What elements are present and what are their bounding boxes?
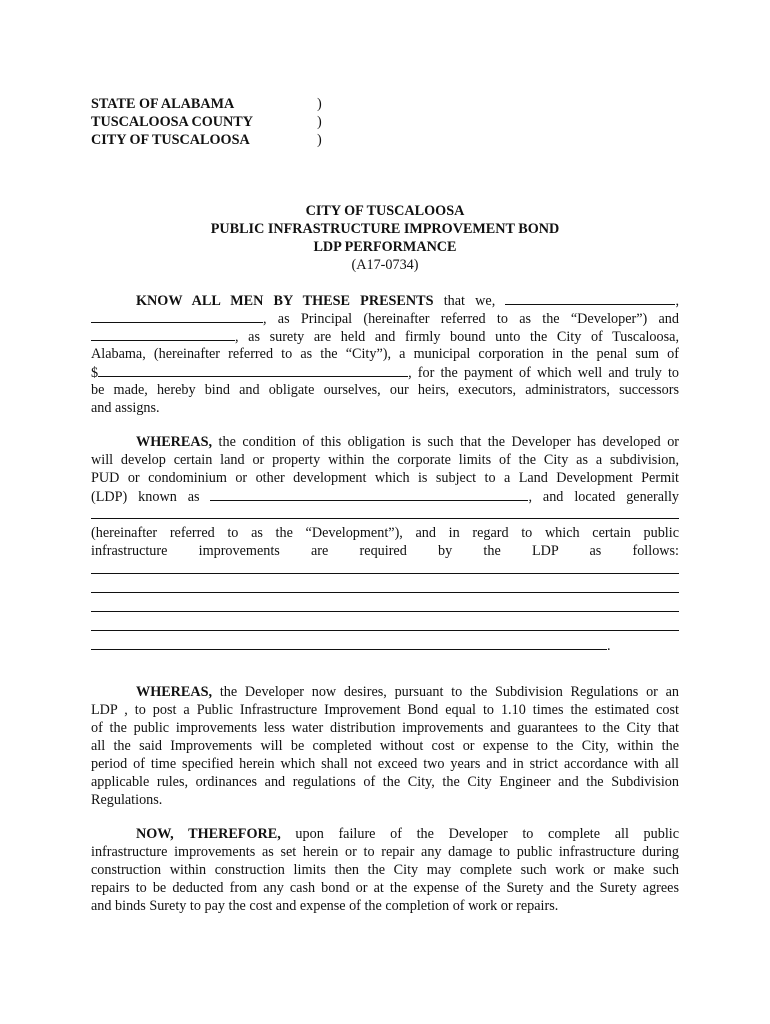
paragraph-know-all-men <box>91 291 679 417</box>
title-line-city: CITY OF TUSCALOOSA <box>305 203 465 219</box>
p1-text: , as Principal (hereinafter referred to as the “Developer”) and <box>263 311 679 327</box>
p1-line-2 <box>91 309 679 327</box>
p2-line-2: will develop certain land or property within the corporate limits of the City as a subdivision, <box>91 452 679 468</box>
document-title <box>91 202 679 274</box>
penal-sum-blank[interactable] <box>98 363 408 377</box>
title-line-bond: PUBLIC INFRASTRUCTURE IMPROVEMENT BOND <box>210 221 560 237</box>
principal-name-blank-2[interactable] <box>91 309 263 323</box>
p4-line-5: and binds Surety to pay the cost and expense of the completion of work or repairs. <box>91 898 559 914</box>
dollar-sign: $ <box>91 365 99 381</box>
p1-line-3 <box>91 327 679 345</box>
venue-caption <box>91 95 351 149</box>
caption-state: STATE OF ALABAMA <box>91 96 235 112</box>
paragraph-whereas-1 <box>91 433 679 654</box>
p3-lead: WHEREAS, <box>136 684 213 700</box>
p4-line-1 <box>91 825 679 843</box>
p3-line-2: LDP , to post a Public Infrastructure Improvement Bond equal to 1.10 times the estimated cost <box>91 702 679 718</box>
p4-text: upon failure of the Developer to complete all public <box>295 826 679 842</box>
p2-line-4 <box>91 487 679 505</box>
p2-line-1 <box>91 433 679 451</box>
p2-text: (LDP) known as <box>91 489 200 505</box>
p4-line-2: infrastructure improvements as set herein or to repair any damage to public infrastructure during <box>91 844 679 860</box>
p1-comma: , <box>675 293 679 309</box>
p3-line-6: applicable rules, ordinances and regulations of the City, the City Engineer and the Subdivision <box>91 774 679 790</box>
p3-line-4: all the said Improvements will be completed without cost or expense to the City, within the <box>91 738 679 754</box>
caption-row-city <box>91 131 351 149</box>
surety-name-blank[interactable] <box>91 327 235 341</box>
p1-line-4: Alabama, (hereinafter referred to as the “City”), a municipal corporation in the penal sum of <box>91 346 679 362</box>
p3-text: the Developer now desires, pursuant to the Subdivision Regulations or an <box>219 684 679 700</box>
p1-text: that we, <box>443 293 496 309</box>
p2-text: the condition of this obligation is such that the Developer has developed or <box>218 434 679 450</box>
p4-line-3: construction within construction limits then the City may complete such work or make such <box>91 862 679 878</box>
caption-city: CITY OF TUSCALOOSA <box>91 132 250 148</box>
p1-line-7: and assigns. <box>91 400 160 416</box>
p3-line-7: Regulations. <box>91 792 163 808</box>
p1-line-6: be made, hereby bind and obligate ourselves, our heirs, executors, administrators, successors <box>91 382 679 398</box>
improvements-blank-line-4[interactable] <box>91 617 679 631</box>
p2-lead: WHEREAS, <box>136 434 213 450</box>
p2-line-6: (hereinafter referred to as the “Development”), and in regard to which certain public <box>91 525 679 541</box>
caption-county: TUSCALOOSA COUNTY <box>91 114 254 130</box>
p2-period: . <box>607 638 611 654</box>
p4-lead: NOW, THEREFORE, <box>136 826 281 842</box>
p1-lead: KNOW ALL MEN BY THESE PRESENTS <box>136 293 434 309</box>
improvements-blank-line-5[interactable] <box>91 636 607 650</box>
p2-final-line <box>91 636 679 654</box>
improvements-blank-line-3[interactable] <box>91 598 679 612</box>
paragraph-whereas-2 <box>91 683 679 809</box>
caption-row-county <box>91 113 351 131</box>
p3-line-5: period of time specified herein which shall not exceed two years and in strict accordance with all <box>91 756 679 772</box>
p1-line-1 <box>91 291 679 309</box>
caption-row-state <box>91 95 351 113</box>
development-name-blank[interactable] <box>210 487 528 501</box>
title-line-number: (A17-0734) <box>351 257 419 273</box>
caption-paren: ) <box>317 132 322 148</box>
paragraph-now-therefore <box>91 825 679 915</box>
caption-paren: ) <box>317 96 322 112</box>
improvements-blank-line-2[interactable] <box>91 579 679 593</box>
caption-paren: ) <box>317 114 322 130</box>
title-line-ldp: LDP PERFORMANCE <box>313 239 457 255</box>
p1-text: , for the payment of which well and truly to <box>408 365 679 381</box>
p2-text: , and located generally <box>528 489 679 505</box>
p4-line-4: repairs to be deducted from any cash bond or at the expense of the Surety and the Surety agrees <box>91 880 679 896</box>
location-blank-line[interactable] <box>91 505 679 519</box>
p2-line-3: PUD or condominium or other development which is subject to a Land Development Permit <box>91 470 679 486</box>
p2-line-7: infrastructure improvements are required by the LDP as follows: <box>91 543 679 559</box>
p1-line-5 <box>91 363 679 381</box>
p3-line-3: of the public improvements less water distribution improvements and guarantees to the City that <box>91 720 679 736</box>
improvements-blank-line-1[interactable] <box>91 560 679 574</box>
p3-line-1 <box>91 683 679 701</box>
p1-text: , as surety are held and firmly bound unto the City of Tuscaloosa, <box>235 329 679 345</box>
principal-name-blank[interactable] <box>505 291 675 305</box>
